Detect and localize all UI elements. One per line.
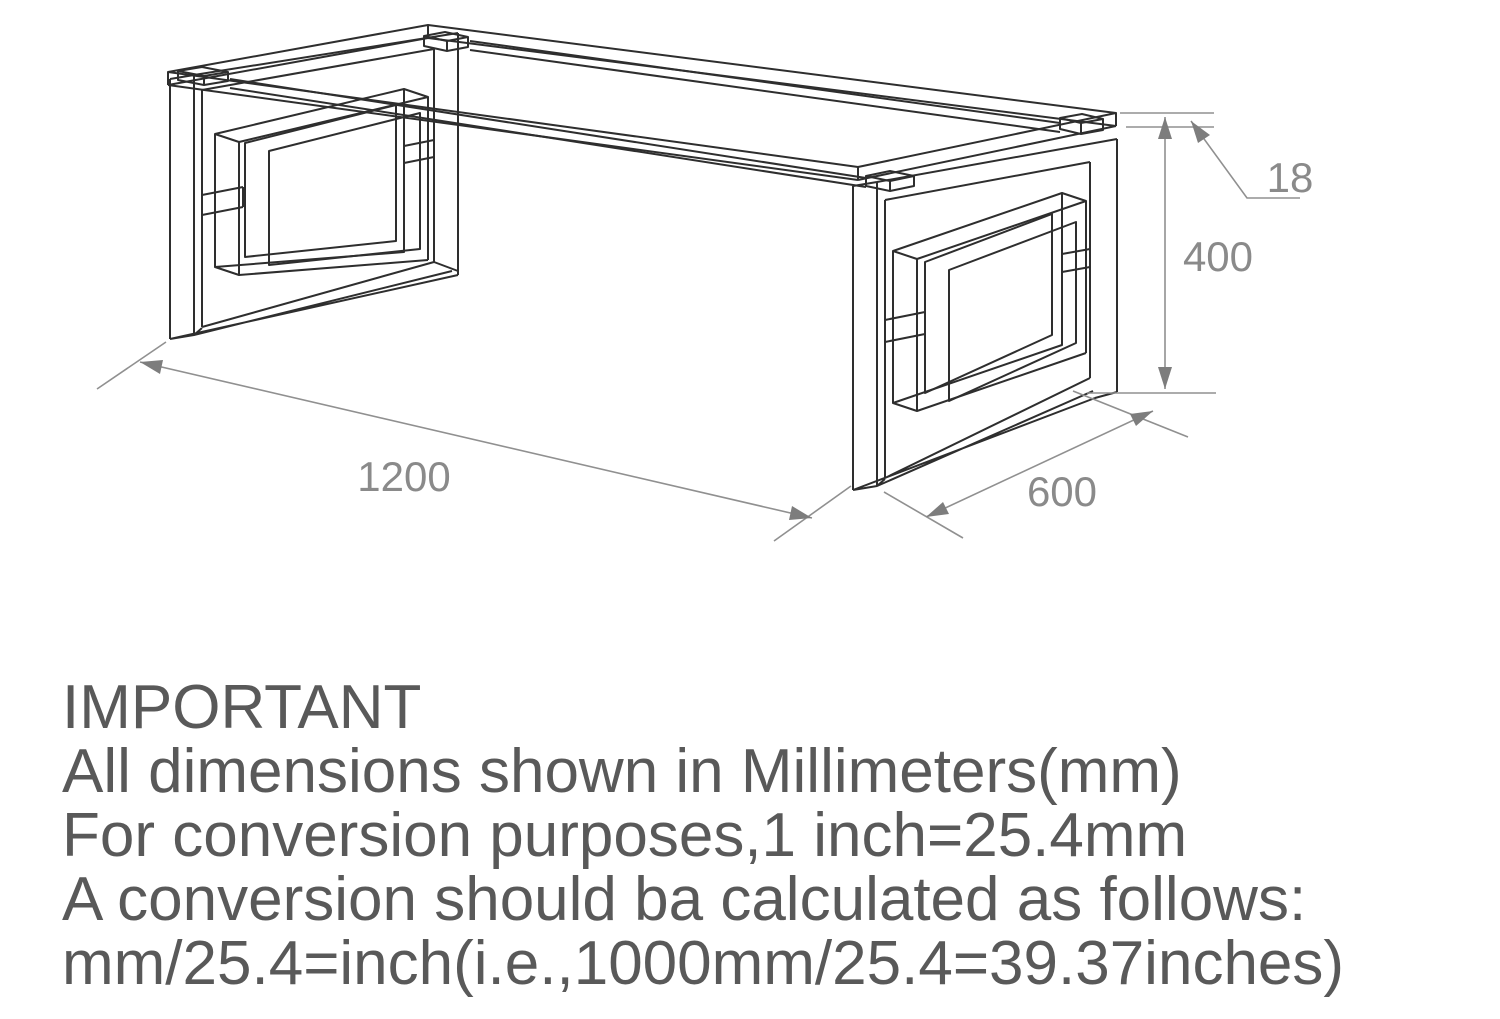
right-leg-shelf-box bbox=[893, 193, 1086, 411]
dimension-depth bbox=[884, 391, 1188, 538]
arrowhead-length-left bbox=[140, 360, 163, 374]
notes-line-units: All dimensions shown in Millimeters(mm) bbox=[62, 737, 1182, 806]
arrowhead-height-bottom bbox=[1158, 367, 1172, 389]
notes-line-calculation: A conversion should ba calculated as follows: bbox=[62, 865, 1307, 934]
arrowhead-thickness bbox=[1191, 121, 1210, 143]
dimension-top-thickness bbox=[1191, 121, 1313, 201]
left-leg-shelf-front bbox=[202, 187, 243, 215]
arrowhead-height-top bbox=[1158, 117, 1172, 139]
left-leg-shelf-box bbox=[215, 89, 428, 275]
arrowhead-length-right bbox=[789, 506, 812, 520]
notes-block bbox=[62, 673, 1345, 998]
dimension-depth-label: 600 bbox=[1026, 468, 1098, 515]
dimension-length-label: 1200 bbox=[357, 453, 451, 500]
notes-line-example: mm/25.4=inch(i.e.,1000mm/25.4=39.37inches) bbox=[62, 929, 1345, 998]
glass-top bbox=[168, 25, 1116, 180]
dimension-height bbox=[1087, 113, 1253, 393]
right-leg-shelf-front bbox=[885, 312, 925, 342]
dimension-length bbox=[97, 342, 851, 541]
arrowhead-depth-right bbox=[1130, 411, 1153, 426]
dimension-height-label: 400 bbox=[1182, 233, 1254, 280]
notes-line-conversion: For conversion purposes,1 inch=25.4mm bbox=[62, 801, 1188, 870]
notes-heading: IMPORTANT bbox=[62, 673, 422, 742]
dimension-thickness-label: 18 bbox=[1266, 154, 1314, 201]
arrowhead-depth-left bbox=[926, 502, 949, 517]
